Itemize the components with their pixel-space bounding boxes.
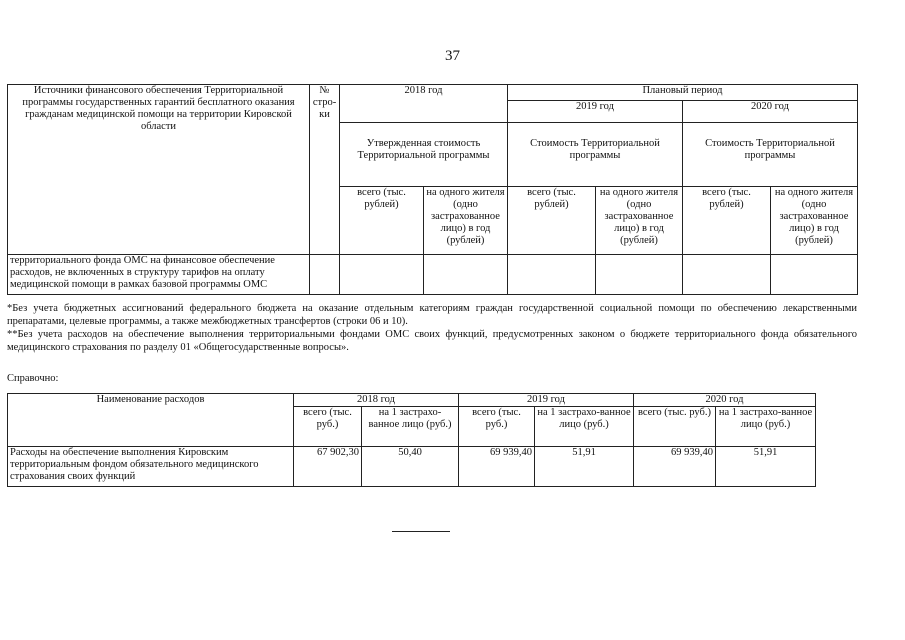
table-cell	[340, 255, 424, 295]
header-expense-name: Наименование расходов	[8, 394, 294, 447]
table-cell	[596, 255, 683, 295]
reference-label: Справочно:	[7, 373, 59, 384]
col-per-person-2019: на одного жителя (одно застрахованное лицо) в год (рублей)	[596, 187, 683, 255]
value-2019-per-insured: 51,91	[535, 447, 634, 487]
body-row-text: территориального фонда ОМС на финансовое обеспечение расходов, не включенных в структуру тарифов на оплату медицинской помощи в рамках базовой программы ОМС	[8, 255, 310, 295]
header-2018: 2018 год	[340, 85, 508, 123]
col-per-person-2018: на одного жителя (одно застрахованное лицо) в год (рублей)	[424, 187, 508, 255]
value-2020-total: 69 939,40	[634, 447, 716, 487]
header-source: Источники финансового обеспечения Территориальной программы государственных гарантий бесплатного оказания гражданам медицинской помощи на территории Кировской области	[8, 85, 310, 255]
col-per-insured-2020: на 1 застрахо-ванное лицо (руб.)	[716, 407, 816, 447]
col-total-2019: всего (тыс. руб.)	[459, 407, 535, 447]
header-2019: 2019 год	[459, 394, 634, 407]
col-total-2020: всего (тыс. рублей)	[683, 187, 771, 255]
table-cell	[310, 255, 340, 295]
value-2018-total: 67 902,30	[294, 447, 362, 487]
table-cell	[508, 255, 596, 295]
reference-table	[7, 393, 816, 487]
expense-row-name: Расходы на обеспечение выполнения Кировским территориальным фондом обязательного медицинского страхования своих функций	[8, 447, 294, 487]
value-2018-per-insured: 50,40	[362, 447, 459, 487]
col-total-2018: всего (тыс. руб.)	[294, 407, 362, 447]
footnote-2: **Без учета расходов на обеспечение выполнения территориальными фондами ОМС своих функций, предусмотренных законом о бюджете территориального фонда обязательного медицинского страхования по разделу 01 «Общегосударственные вопросы».	[7, 329, 857, 353]
col-per-person-2020: на одного жителя (одно застрахованное лицо) в год (рублей)	[771, 187, 858, 255]
col-per-insured-2019: на 1 застрахо-ванное лицо (руб.)	[535, 407, 634, 447]
col-per-insured-2018: на 1 застрахо-ванное лицо (руб.)	[362, 407, 459, 447]
col-total-2018: всего (тыс. рублей)	[340, 187, 424, 255]
value-2020-per-insured: 51,91	[716, 447, 816, 487]
separator-line	[392, 531, 450, 532]
sub-header-2020: Стоимость Территориальной программы	[683, 123, 858, 187]
table-cell	[424, 255, 508, 295]
col-total-2019: всего (тыс. рублей)	[508, 187, 596, 255]
header-2018: 2018 год	[294, 394, 459, 407]
financing-sources-table	[7, 84, 858, 295]
footnote-1: *Без учета бюджетных ассигнований федерального бюджета на оказание отдельным категориям граждан государственной социальной помощи по обеспечению лекарственными препаратами, целевые программы, а также межбюджетных трансфертов (строки 06 и 10).	[7, 303, 857, 327]
header-row-number: № стро-ки	[310, 85, 340, 255]
table-cell	[683, 255, 771, 295]
col-total-2020: всего (тыс. руб.)	[634, 407, 716, 447]
page-number: 37	[445, 48, 460, 64]
header-2019: 2019 год	[508, 101, 683, 123]
footnotes	[7, 302, 857, 354]
sub-header-2018: Утвержденная стоимость Территориальной программы	[340, 123, 508, 187]
header-2020: 2020 год	[634, 394, 816, 407]
value-2019-total: 69 939,40	[459, 447, 535, 487]
header-planned-period: Плановый период	[508, 85, 858, 101]
sub-header-2019: Стоимость Территориальной программы	[508, 123, 683, 187]
header-2020: 2020 год	[683, 101, 858, 123]
table-cell	[771, 255, 858, 295]
